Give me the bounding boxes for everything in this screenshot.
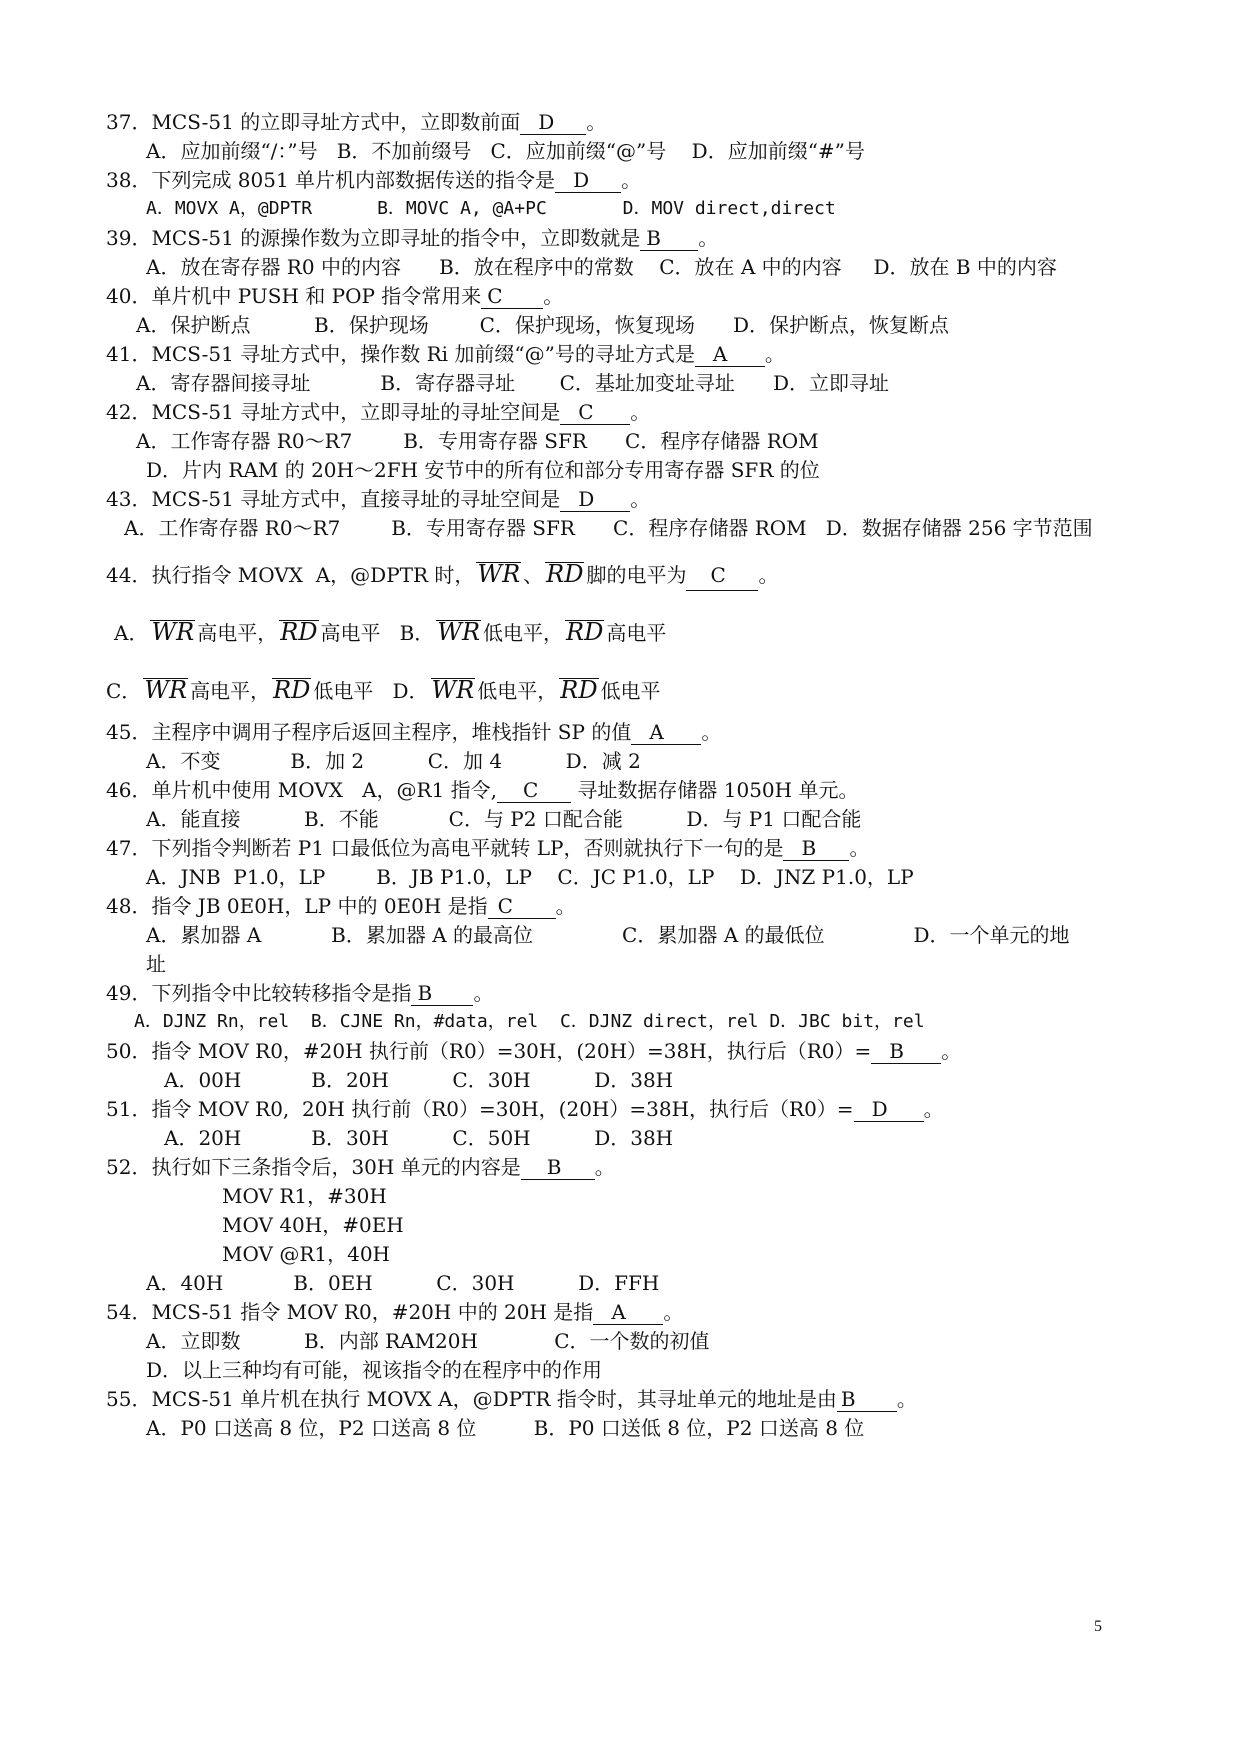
question-41 [106,342,785,367]
option-b-label: B． [399,621,435,645]
option-d-wr-level: 低电平 [477,679,538,703]
option-a-comma: ， [257,621,278,645]
question-38-answer: D [555,168,621,193]
option-b-comma: ， [543,621,564,645]
question-44-stem: 44．执行指令 MOVX A，@DPTR 时， [106,563,475,587]
question-41-stem-end: 。 [764,342,785,366]
question-41-stem: 41．MCS-51 寻址方式中，操作数 Ri 加前缀“@”号的寻址方式是 [106,342,695,366]
question-42-answer: C [560,400,630,425]
question-41-answer: A [695,342,765,367]
question-50-options: A．00H B．20H C．30H D．38H [164,1068,674,1092]
question-48-answer: C [488,894,556,919]
question-55 [106,1387,917,1412]
question-42 [106,400,650,425]
question-46 [106,778,858,803]
question-52 [106,1155,615,1180]
question-43-stem-end: 。 [630,487,651,511]
rd-signal-label: RD [546,560,584,588]
question-44-options-cd [106,676,661,706]
wr-signal-label: WR [477,560,521,588]
question-37-stem: 37．MCS-51 的立即寻址方式中，立即数前面 [106,110,521,134]
question-54-options: A．立即数 B．内部 RAM20H C．一个数的初值 [146,1329,710,1353]
option-d-label: D． [392,679,429,703]
question-54-answer: A [593,1300,663,1325]
question-37-options: A．应加前缀“/：”号 B．不加前缀号 C．应加前缀“@”号 D．应加前缀“#”号 [146,139,865,163]
question-47-options: A．JNB P1.0，LP B．JB P1.0，LP C．JC P1.0，LP D．JNZ P1.0，LP [146,865,914,889]
question-49 [106,981,493,1006]
option-d-rd-level: 低电平 [600,679,661,703]
question-39 [106,226,718,251]
question-48-stem: 48．指令 JB 0E0H，LP 中的 0E0H 是指 [106,894,488,918]
wr-signal-label: WR [151,618,195,646]
question-46-options: A．能直接 B．不能 C．与 P2 口配合能 D．与 P1 口配合能 [146,807,862,831]
question-45-options: A．不变 B．加 2 C．加 4 D．减 2 [146,749,641,773]
question-44-answer: C [686,560,758,591]
question-42-stem: 42．MCS-51 寻址方式中，立即寻址的寻址空间是 [106,400,561,424]
question-48-options-2: 址 [146,952,166,976]
question-51-options: A．20H B．30H C．50H D．38H [164,1126,674,1150]
question-37-answer: D [520,110,586,135]
question-49-stem-end: 。 [473,981,494,1005]
option-d-comma: ， [537,679,558,703]
question-40-stem: 40．单片机中 PUSH 和 POP 指令常用来 [106,284,482,308]
question-45 [106,720,721,745]
question-41-options: A．寄存器间接寻址 B．寄存器寻址 C．基址加变址寻址 D．立即寻址 [136,371,890,395]
option-c-rd-level: 低电平 [313,679,374,703]
question-40-options: A．保护断点 B．保护现场 C．保护现场，恢复现场 D．保护断点，恢复断点 [136,313,950,337]
question-52-answer: B [521,1155,595,1180]
page-number: 5 [1094,1618,1102,1635]
question-54-stem-end: 。 [663,1300,684,1324]
question-47-stem-end: 。 [849,836,870,860]
question-50-stem: 50．指令 MOV R0，#20H 执行前（R0）=30H，(20H）=38H，执行后（R0）= [106,1039,872,1063]
question-44-stem-mid: 脚的电平为 [586,563,687,587]
question-50-stem-end: 。 [941,1039,962,1063]
question-51-stem-end: 。 [923,1097,944,1121]
question-38-stem-end: 。 [621,168,642,192]
question-40-answer: C [481,284,543,309]
option-a-label: A． [114,621,149,645]
question-54-options-2: D．以上三种均有可能，视该指令的在程序中的作用 [146,1358,603,1382]
question-52-stem-end: 。 [594,1155,615,1179]
question-52-stem: 52．执行如下三条指令后，30H 单元的内容是 [106,1155,521,1179]
question-55-options: A．P0 口送高 8 位，P2 口送高 8 位 B．P0 口送低 8 位，P2 口送高 8 位 [146,1416,865,1440]
question-38 [106,168,641,193]
question-52-options: A．40H B．0EH C．30H D．FFH [146,1271,660,1295]
question-39-answer: B [640,226,698,251]
option-c-label: C． [106,679,142,703]
question-51-answer: D [854,1097,924,1122]
question-49-answer: B [411,981,473,1006]
question-39-options: A．放在寄存器 R0 中的内容 B．放在程序中的常数 C．放在 A 中的内容 D．放在 B 中的内容 [146,255,1057,279]
question-50 [106,1039,961,1064]
question-45-stem-end: 。 [701,720,722,744]
question-52-code-line-1: MOV R1，#30H [222,1184,387,1208]
question-44-separator: 、 [523,563,544,587]
option-a-rd-level: 高电平 [320,621,381,645]
question-47 [106,836,869,861]
question-44 [106,560,778,591]
option-c-wr-level: 高电平 [190,679,251,703]
question-42-stem-end: 。 [630,400,651,424]
question-40 [106,284,563,309]
question-55-stem-end: 。 [896,1387,917,1411]
question-47-stem: 47．下列指令判断若 P1 口最低位为高电平就转 LP，否则就执行下一句的是 [106,836,784,860]
question-38-options: A．MOVX A，@DPTR B．MOVC A, @A+PC D．MOV direct,direct [146,198,836,219]
question-48 [106,894,576,919]
question-55-answer: B [837,1387,897,1412]
question-43-options: A．工作寄存器 R0～R7 B．专用寄存器 SFR C．程序存储器 ROM D．数据存储器 256 字节范围 [124,516,1093,540]
question-47-answer: B [783,836,849,861]
question-50-answer: B [871,1039,941,1064]
question-55-stem: 55．MCS-51 单片机在执行 MOVX A，@DPTR 指令时，其寻址单元的地址是由 [106,1387,837,1411]
option-b-rd-level: 高电平 [606,621,667,645]
question-49-options: A．DJNZ Rn，rel B．CJNE Rn，#data，rel C．DJNZ direct，rel D．JBC bit，rel [134,1011,925,1032]
question-48-stem-end: 。 [555,894,576,918]
wr-signal-label: WR [431,676,475,704]
question-37-stem-end: 。 [586,110,607,134]
question-52-code-line-2: MOV 40H，#0EH [222,1213,404,1237]
rd-signal-label: RD [560,676,598,704]
rd-signal-label: RD [280,618,318,646]
wr-signal-label: WR [144,676,188,704]
question-44-options-ab [114,618,666,648]
question-38-stem: 38．下列完成 8051 单片机内部数据传送的指令是 [106,168,556,192]
question-43-answer: D [560,487,630,512]
question-42-options: A．工作寄存器 R0～R7 B．专用寄存器 SFR C．程序存储器 ROM [136,429,819,453]
question-51-stem: 51．指令 MOV R0, 20H 执行前（R0）=30H，(20H）=38H，执行后（R0）= [106,1097,854,1121]
question-54-stem: 54．MCS-51 指令 MOV R0，#20H 中的 20H 是指 [106,1300,594,1324]
rd-signal-label: RD [273,676,311,704]
question-45-answer: A [631,720,701,745]
question-43-stem: 43．MCS-51 寻址方式中，直接寻址的寻址空间是 [106,487,561,511]
question-45-stem: 45．主程序中调用子程序后返回主程序，堆栈指针 SP 的值 [106,720,632,744]
wr-signal-label: WR [437,618,481,646]
question-46-stem: 46．单片机中使用 MOVX A，@R1 指令, [106,778,498,802]
option-b-wr-level: 低电平 [483,621,544,645]
question-39-stem-end: 。 [698,226,719,250]
option-c-comma: ， [250,679,271,703]
question-37 [106,110,606,135]
question-51 [106,1097,944,1122]
question-42-options-2: D．片内 RAM 的 20H～2FH 安节中的所有位和部分专用寄存器 SFR 的位 [146,458,820,482]
question-39-stem: 39．MCS-51 的源操作数为立即寻址的指令中，立即数就是 [106,226,641,250]
question-40-stem-end: 。 [543,284,564,308]
question-52-code-line-3: MOV @R1，40H [222,1242,390,1266]
question-44-stem-end: 。 [758,563,779,587]
question-54 [106,1300,683,1325]
question-49-stem: 49．下列指令中比较转移指令是指 [106,981,412,1005]
question-43 [106,487,650,512]
question-48-options: A．累加器 A B．累加器 A 的最高位 C．累加器 A 的最低位 D．一个单元的地 [146,923,1070,947]
question-46-stem-end: 寻址数据存储器 1050H 单元。 [571,778,859,802]
question-46-answer: C [497,778,571,803]
rd-signal-label: RD [566,618,604,646]
option-a-wr-level: 高电平 [197,621,258,645]
